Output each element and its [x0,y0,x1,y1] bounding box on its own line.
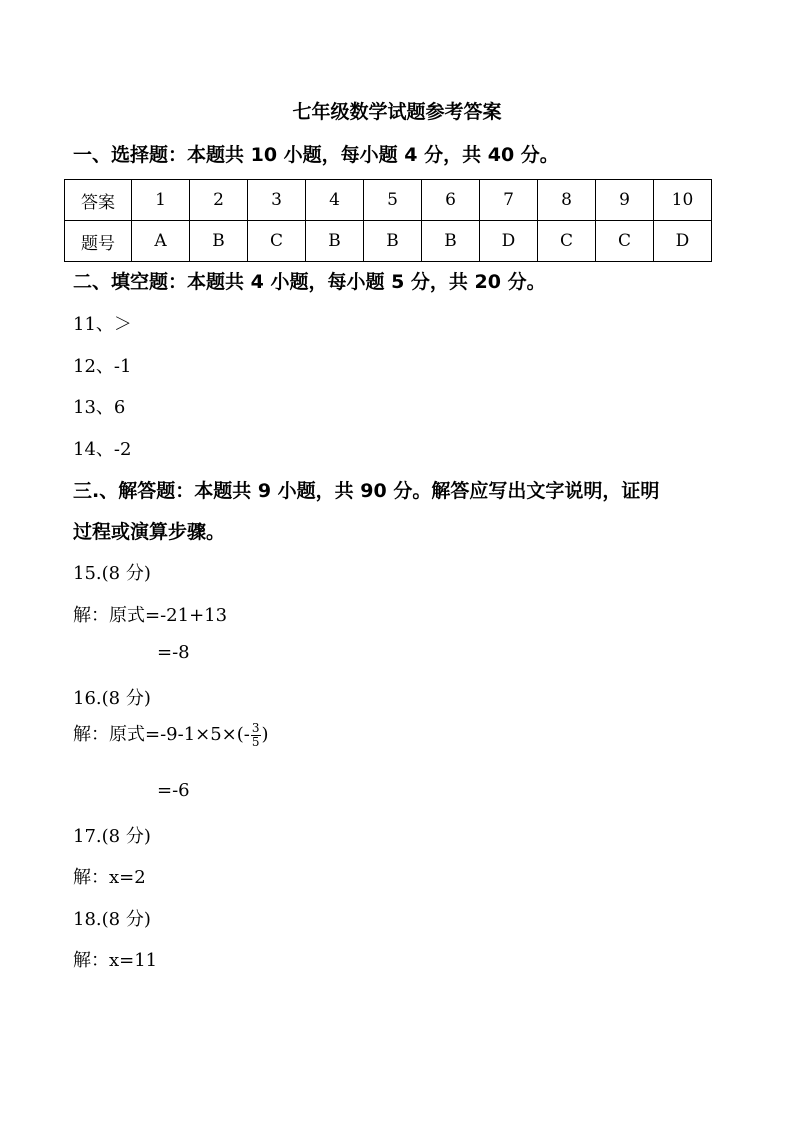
table-cell: B [422,221,480,262]
table-cell: 题号 [65,221,132,262]
table-cell: D [480,221,538,262]
question-15-step-2: =-8 [157,642,190,663]
fraction-numerator: 3 [251,720,260,735]
table-cell: B [190,221,248,262]
fill-answer-12: 12、-1 [73,356,132,377]
table-cell: 4 [306,180,364,221]
fill-answer-13: 13、6 [73,397,126,418]
table-cell: A [132,221,190,262]
table-cell: 9 [596,180,654,221]
fraction-denominator: 5 [251,734,260,749]
page-title: 七年级数学试题参考答案 [292,101,502,123]
table-row [65,221,712,262]
table-cell: 6 [422,180,480,221]
table-row [65,180,712,221]
fill-answer-14: 14、-2 [73,439,132,460]
question-17-step-1: 解：x=2 [73,867,146,888]
table-cell: C [248,221,306,262]
table-cell: 2 [190,180,248,221]
question-15-label: 15.(8 分) [73,563,151,584]
fraction [251,722,261,749]
question-15-step-1: 解：原式=-21+13 [73,605,228,626]
table-cell: D [654,221,712,262]
question-16-step-1 [73,720,269,749]
section-3-heading: 三.、解答题：本题共 9 小题，共 90 分。解答应写出文字说明，证明 [73,480,660,502]
section-3-heading-continued: 过程或演算步骤。 [73,521,226,543]
question-17-label: 17.(8 分) [73,826,151,847]
section-2-heading: 二、填空题：本题共 4 小题，每小题 5 分，共 20 分。 [73,271,546,293]
table-cell: 8 [538,180,596,221]
question-18-step-1: 解：x=11 [73,950,158,971]
table-cell: 7 [480,180,538,221]
fill-answer-11: 11、＞ [73,314,132,335]
table-cell: B [364,221,422,262]
table-cell: 3 [248,180,306,221]
question-16-step-2: =-6 [157,780,190,801]
table-cell: C [538,221,596,262]
table-cell: B [306,221,364,262]
answer-table [64,179,712,262]
question-16-expression-end: ) [261,724,269,745]
table-cell: 1 [132,180,190,221]
table-cell: 5 [364,180,422,221]
table-cell: 10 [654,180,712,221]
question-16-label: 16.(8 分) [73,688,151,709]
question-18-label: 18.(8 分) [73,909,151,930]
table-cell: C [596,221,654,262]
table-cell: 答案 [65,180,132,221]
question-16-expression: 解：原式=-9-1×5×(- [73,724,250,745]
section-1-heading: 一、选择题：本题共 10 小题，每小题 4 分，共 40 分。 [73,144,559,166]
